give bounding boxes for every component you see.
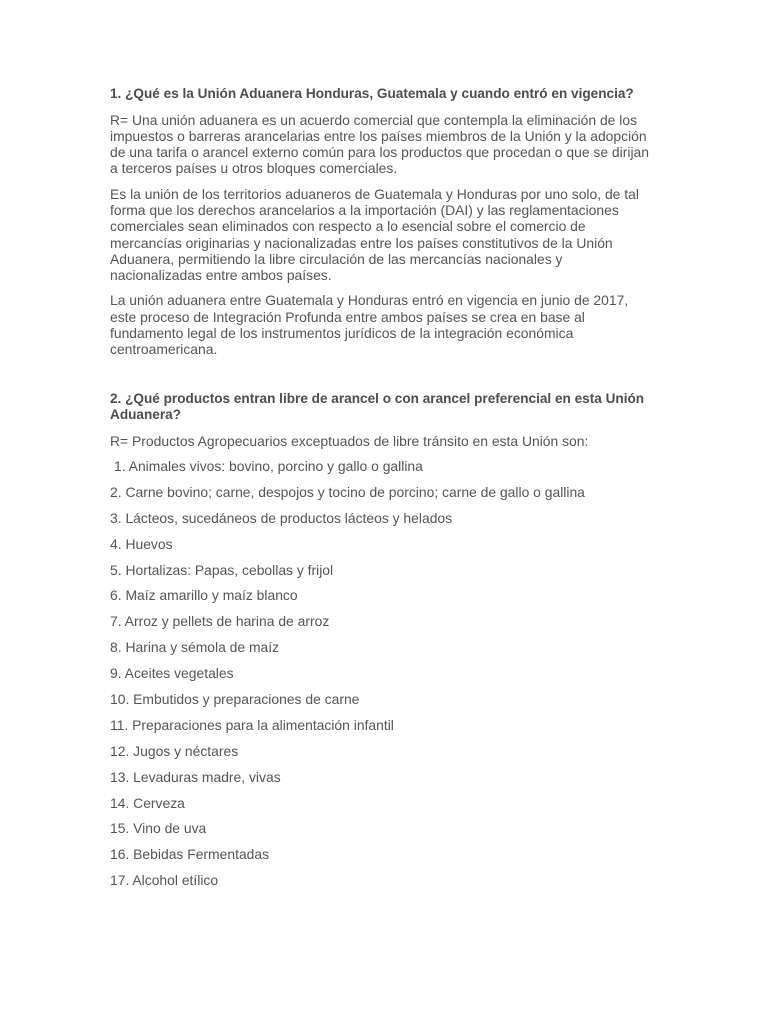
list-item: 9. Aceites vegetales <box>110 665 234 682</box>
answer-1-paragraph-3: La unión aduanera entre Guatemala y Honduras entró en vigencia en junio de 2017, este proceso de Integración Profunda entre ambos países se crea en base al fundamento legal de los instrumentos jurídicos de la integración económica centroamericana. <box>110 292 629 358</box>
list-item: 11. Preparaciones para la alimentación infantil <box>110 716 394 733</box>
list-item: 4. Huevos <box>110 535 173 552</box>
list-item: 1. Animales vivos: bovino, porcino y gallo o gallina <box>114 457 423 474</box>
list-item: 14. Cerveza <box>110 794 185 811</box>
list-item: 3. Lácteos, sucedáneos de productos lácteos y helados <box>110 509 453 526</box>
section-1 <box>110 86 658 358</box>
list-item: 8. Harina y sémola de maíz <box>110 639 280 656</box>
list-item: 16. Bebidas Fermentadas <box>110 846 270 863</box>
document-page <box>110 86 658 898</box>
question-1-heading: 1. ¿Qué es la Unión Aduanera Honduras, Guatemala y cuando entró en vigencia? <box>110 86 634 101</box>
list-item: 7. Arroz y pellets de harina de arroz <box>110 613 330 630</box>
list-item: 17. Alcohol etílico <box>110 872 219 889</box>
list-item: 13. Levaduras madre, vivas <box>110 768 281 785</box>
question-2-heading: 2. ¿Qué productos entran libre de arancel o con arancel preferencial en esta Unión Aduanera? <box>110 390 645 423</box>
answer-1-paragraph-2: Es la unión de los territorios aduaneros de Guatemala y Honduras por uno solo, de tal forma que los derechos arancelarios a la importación (DAI) y las reglamentaciones comerciales sean eliminados con respecto a lo esencial sobre el comercio de mercancías originarias y nacionalizadas entre los países constitutivos de la Unión Aduanera, permitiendo la libre circulación de las mercancías nacionales y nacionalizadas entre ambos países. <box>110 185 639 284</box>
list-item: 10. Embutidos y preparaciones de carne <box>110 690 360 707</box>
product-list <box>110 458 658 888</box>
answer-2-intro: R= Productos Agropecuarios exceptuados de libre tránsito en esta Unión son: <box>110 432 589 449</box>
list-item: 2. Carne bovino; carne, despojos y tocino de porcino; carne de gallo o gallina <box>110 483 585 500</box>
section-2 <box>110 391 658 889</box>
answer-1-paragraph-1: R= Una unión aduanera es un acuerdo comercial que contempla la eliminación de los impuestos o barreras arancelarias entre los países miembros de la Unión y la adopción de una tarifa o arancel externo común para los productos que procedan o que se dirijan a terceros países u otros bloques comerciales. <box>110 111 649 177</box>
list-item: 15. Vino de uva <box>110 820 207 837</box>
list-item: 12. Jugos y néctares <box>110 742 239 759</box>
list-item: 5. Hortalizas: Papas, cebollas y frijol <box>110 561 334 578</box>
list-item: 6. Maíz amarillo y maíz blanco <box>110 587 298 604</box>
